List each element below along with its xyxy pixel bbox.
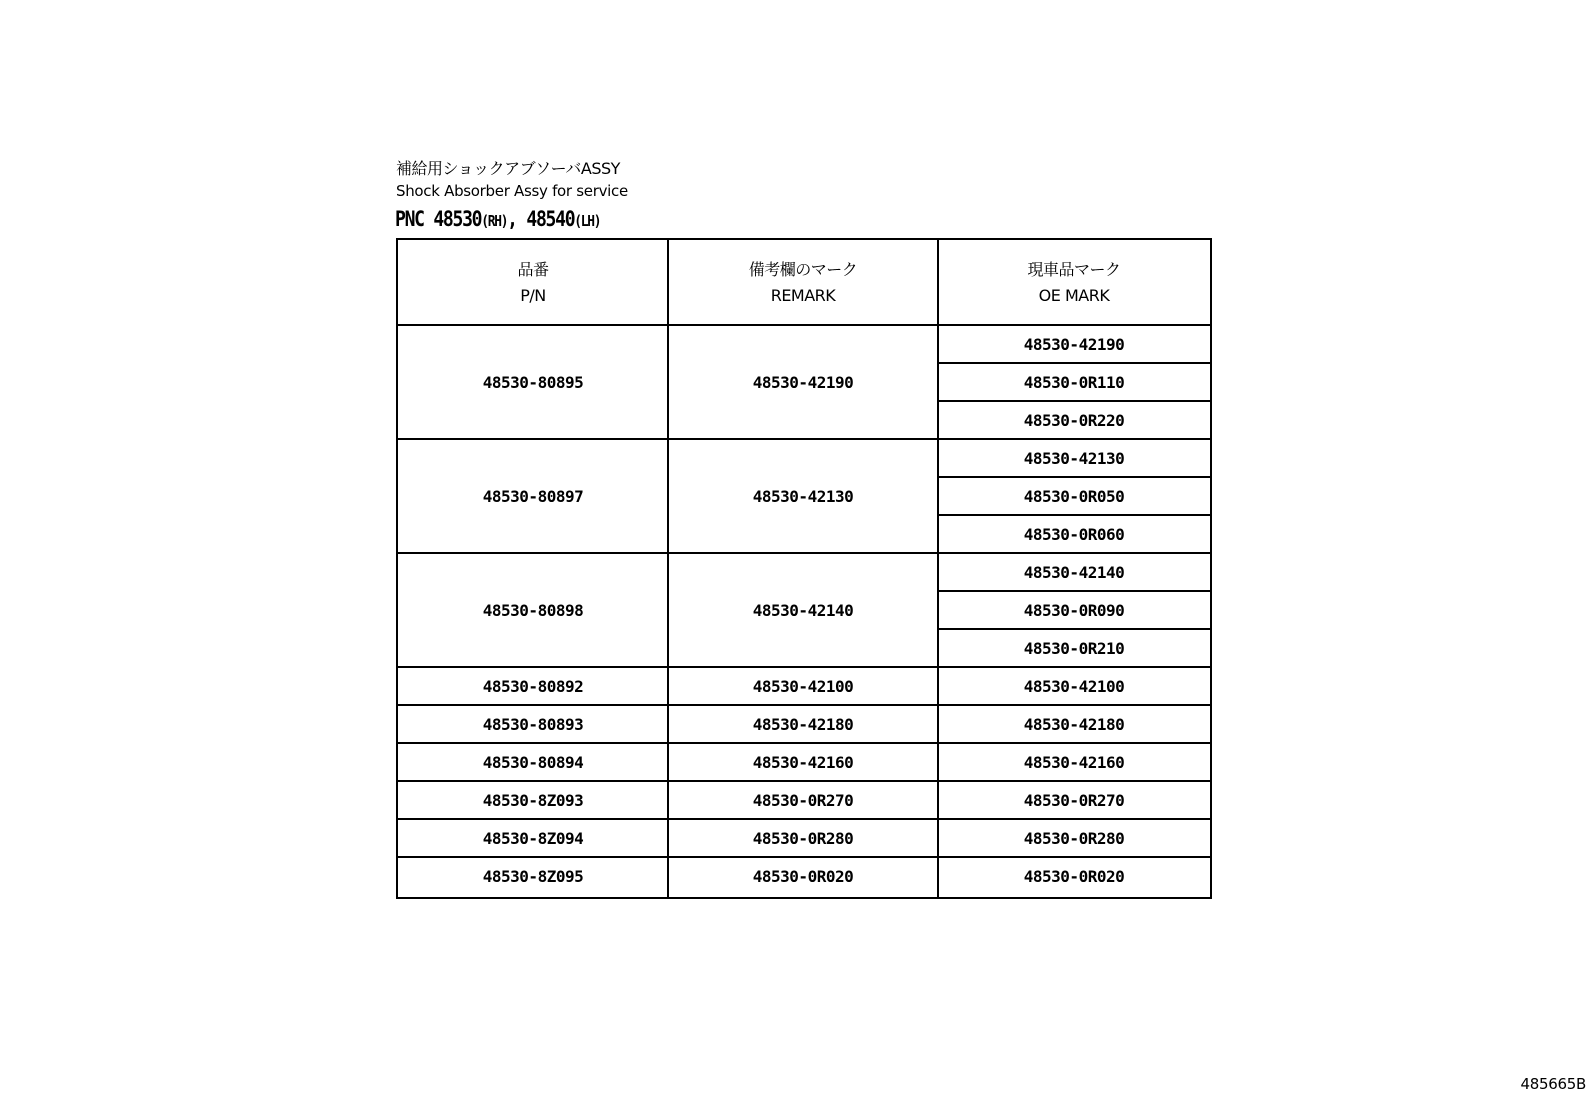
part-number-cell: 48530-80897	[482, 486, 584, 506]
oe-mark-cell: 48530-42190	[1023, 334, 1125, 354]
oe-mark-cell: 48530-42100	[1023, 676, 1125, 696]
header-label-jp: 現車品マーク	[1027, 259, 1121, 279]
oe-mark-cell: 48530-0R110	[1023, 372, 1125, 392]
part-number-cell: 48530-8Z095	[482, 866, 584, 886]
part-number-cell: 48530-80893	[482, 714, 584, 734]
header-label-en: REMARK	[770, 285, 836, 305]
header-cell	[938, 240, 1210, 325]
part-number-cell: 48530-8Z093	[482, 790, 584, 810]
header-cell	[398, 240, 668, 325]
oe-mark-cell: 48530-0R060	[1023, 524, 1125, 544]
oe-mark-cell: 48530-0R220	[1023, 410, 1125, 430]
oe-mark-cell: 48530-0R280	[1023, 828, 1125, 848]
header-label-en: OE MARK	[1038, 285, 1110, 305]
header-label-jp: 備考欄のマーク	[748, 259, 858, 279]
remark-cell: 48530-42180	[752, 714, 854, 734]
header-label-en: P/N	[520, 285, 546, 305]
lh-label: (LH)	[574, 212, 601, 230]
part-number-cell: 48530-80898	[482, 600, 584, 620]
pnc-rh: 48530	[433, 207, 482, 231]
remark-cell: 48530-0R280	[752, 828, 854, 848]
remark-cell: 48530-42190	[752, 372, 854, 392]
remark-cell: 48530-42160	[752, 752, 854, 772]
figure-id: 485665B	[1520, 1075, 1586, 1093]
remark-cell: 48530-42140	[752, 600, 854, 620]
part-number-cell: 48530-80892	[482, 676, 584, 696]
part-number-cell: 48530-8Z094	[482, 828, 584, 848]
oe-mark-cell: 48530-0R210	[1023, 638, 1125, 658]
remark-cell: 48530-0R020	[752, 866, 854, 886]
remark-cell: 48530-42100	[752, 676, 854, 696]
oe-mark-cell: 48530-0R270	[1023, 790, 1125, 810]
parts-table	[396, 238, 1212, 899]
oe-mark-cell: 48530-42160	[1023, 752, 1125, 772]
oe-mark-cell: 48530-42130	[1023, 448, 1125, 468]
header-cell	[668, 240, 938, 325]
oe-mark-cell: 48530-0R090	[1023, 600, 1125, 620]
rh-label: (RH)	[481, 212, 508, 230]
oe-mark-cell: 48530-0R050	[1023, 486, 1125, 506]
remark-cell: 48530-42130	[752, 486, 854, 506]
pnc-lh: 48540	[526, 207, 575, 231]
oe-mark-cell: 48530-42140	[1023, 562, 1125, 582]
pnc-heading	[395, 207, 600, 231]
pnc-separator: ,	[507, 207, 517, 231]
part-number-cell: 48530-80894	[482, 752, 584, 772]
oe-mark-cell: 48530-0R020	[1023, 866, 1125, 886]
header-label-jp: 品番	[517, 259, 549, 279]
title-english: Shock Absorber Assy for service	[396, 182, 628, 200]
oe-mark-cell: 48530-42180	[1023, 714, 1125, 734]
title-japanese: 補給用ショックアブソーバASSY	[396, 159, 620, 178]
part-number-cell: 48530-80895	[482, 372, 584, 392]
remark-cell: 48530-0R270	[752, 790, 854, 810]
pnc-prefix: PNC	[395, 207, 424, 231]
